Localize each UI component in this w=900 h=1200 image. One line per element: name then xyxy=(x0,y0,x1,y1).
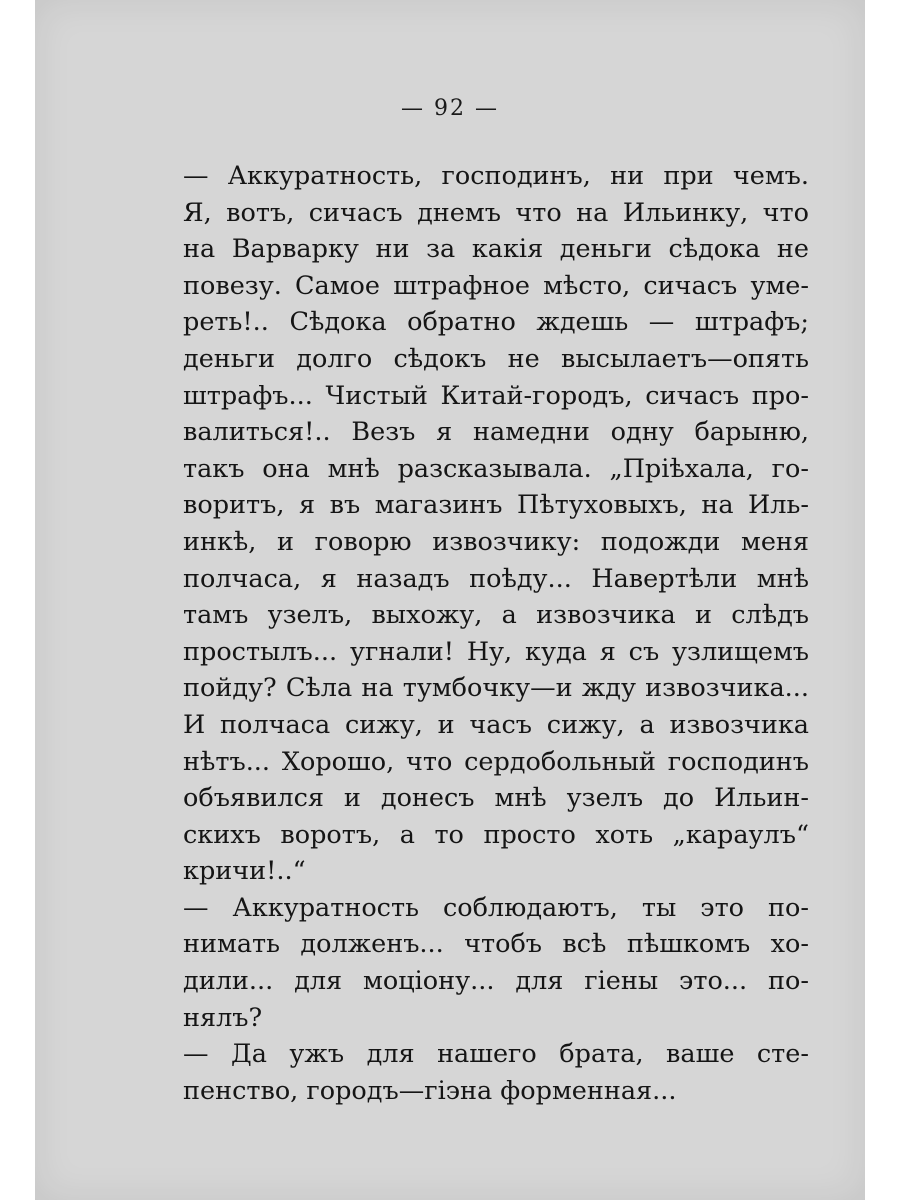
text-line: Я, вотъ, сичасъ днемъ что на Ильинку, что xyxy=(183,197,809,228)
text-line: пойду? Сѣла на тумбочку—и жду извозчика... xyxy=(183,673,809,704)
text-line: — Аккуратность соблюдаютъ, ты это по- xyxy=(183,892,809,923)
text-line: нимать долженъ... чтобъ всѣ пѣшкомъ хо- xyxy=(183,929,809,960)
text-line: пенство, городъ—гіэна форменная... xyxy=(183,1075,677,1106)
text-line: повезу. Самое штрафное мѣсто, сичасъ уме- xyxy=(183,270,809,301)
text-line: воритъ, я въ магазинъ Пѣтуховыхъ, на Иль- xyxy=(183,490,809,521)
text-line: кричи!..“ xyxy=(183,856,306,887)
text-line: на Варварку ни за какія деньги сѣдока не xyxy=(183,234,809,265)
page-number: — 92 — xyxy=(401,96,499,121)
text-line: И полчаса сижу, и часъ сижу, а извозчика xyxy=(183,709,809,740)
body-text xyxy=(183,158,809,1109)
scanned-page xyxy=(35,0,865,1200)
text-line: — Да ужъ для нашего брата, ваше сте- xyxy=(183,1039,809,1070)
text-line: дили... для моціону... для гіены это... по- xyxy=(183,966,809,997)
paragraph xyxy=(183,1036,809,1109)
text-line: полчаса, я назадъ поѣду... Навертѣли мнѣ xyxy=(183,563,809,594)
paragraph xyxy=(183,158,809,890)
text-line: реть!.. Сѣдока обратно ждешь — штрафъ; xyxy=(183,307,809,338)
paragraph xyxy=(183,890,809,1036)
text-line: штрафъ... Чистый Китай-городъ, сичасъ про- xyxy=(183,380,809,411)
text-line: нѣтъ... Хорошо, что сердобольный господинъ xyxy=(183,746,809,777)
text-line: простылъ... угнали! Ну, куда я съ узлищемъ xyxy=(183,636,809,667)
text-line: скихъ воротъ, а то просто хоть „караулъ“ xyxy=(183,819,809,850)
text-line: такъ она мнѣ разсказывала. „Пріѣхала, го- xyxy=(183,453,809,484)
text-line: — Аккуратность, господинъ, ни при чемъ. xyxy=(183,161,809,191)
text-line: нялъ? xyxy=(183,1002,263,1033)
text-line: объявился и донесъ мнѣ узелъ до Ильин- xyxy=(183,783,809,814)
text-line: инкѣ, и говорю извозчику: подожди меня xyxy=(183,526,809,557)
text-line: деньги долго сѣдокъ не высылаетъ—опять xyxy=(183,343,809,374)
text-line: тамъ узелъ, выхожу, а извозчика и слѣдъ xyxy=(183,600,809,631)
text-line: валиться!.. Везъ я намедни одну барыню, xyxy=(183,417,809,448)
